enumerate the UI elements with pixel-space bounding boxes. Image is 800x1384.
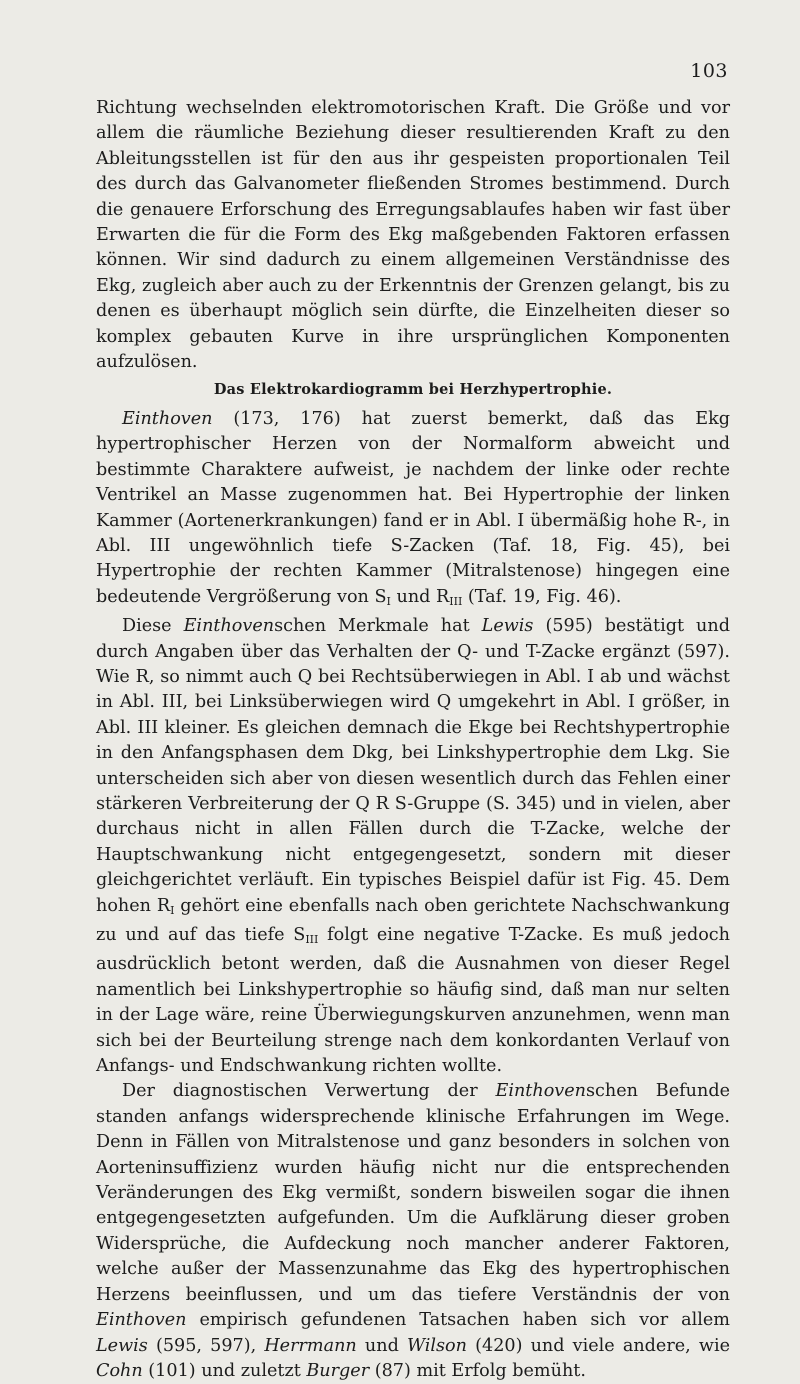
subscript: I <box>386 594 391 608</box>
author-name: Lewis <box>96 1335 148 1356</box>
text-run: (173, 176) hat zuerst bemerkt, daß das Ekg hypertrophischer Herzen von der Normalform abweicht und bestimmte Charaktere aufweist, je nachdem der linke oder rechte Ventrikel an Masse zugenommen hat. Bei Hypertrophie der linken Kammer (Aortenerkrankungen) fand er in Abl. I übermäßig hohe R-, in Abl. III ungewöhnlich tiefe S-Zacken (Taf. 18, Fig. 45), bei Hypertrophie der rechten Kammer (Mitralstenose) hingegen eine bedeutende Vergrößerung von S <box>96 408 730 607</box>
text-run: (595, 597), <box>147 1335 265 1356</box>
paragraph-3 <box>96 614 730 1079</box>
author-name: Lewis <box>481 616 534 637</box>
text-run: (595) bestätigt und durch Angaben über das Verhalten der Q- und T-Zacke ergänzt (597). Wie R, so nimmt auch Q bei Rechtsüberwiegen in Abl. I ab und wächst in Abl. III, bei Linksüberwiegen wird Q umgekehrt in Abl. I größer, in Abl. III kleiner. Es gleichen demnach die Ekge bei Rechtshypertrophie in den Anfangsphasen dem Dkg, bei Linkshypertrophie dem Lkg. Sie unterscheiden sich aber von diesen wesentlich durch das Fehlen einer stärkeren Verbreiterung der Q R S-Gruppe (S. 345) und in vielen, aber durchaus nicht in allen Fällen durch die T-Zacke, welche der Hauptschwankung nicht entgegengesetzt, sondern mit dieser gleichgerichtet verläuft. Ein typisches Beispiel dafür ist Fig. 45. Dem hohen R <box>96 616 730 916</box>
paragraph-1: Richtung wechselnden elektromotorischen Kraft. Die Größe und vor allem die räumliche Beziehung dieser resultierenden Kraft zu den Ableitungsstellen ist für den aus ihr gespeisten proportionalen Teil des durch das Galvanometer fließenden Stromes bestimmend. Durch die genauere Erforschung des Erregungsablaufes haben wir fast über Erwarten die für die Form des Ekg maßgebenden Faktoren erfassen können. Wir sind dadurch zu einem allgemeinen Verständnisse des Ekg, zugleich aber auch zu der Erkenntnis der Grenzen gelangt, bis zu denen es überhaupt möglich sein dürfte, die Einzelheiten dieser so komplex gebauten Kurve in ihre ursprünglichen Komponenten aufzulösen. <box>96 98 730 373</box>
author-name: Burger <box>306 1360 370 1381</box>
subscript: III <box>449 594 463 608</box>
author-name: Einthoven <box>183 616 275 637</box>
text-run: folgt eine negative T-Zacke. Es muß jedoch ausdrücklich betont werden, daß die Ausnahmen von dieser Regel namentlich bei Linkshypertrophie so häufig sind, daß man nur selten in der Lage wäre, reine Überwiegungskurven anzunehmen, wenn man sich bei der Beurteilung strenge nach dem konkordanten Verlauf von Anfangs- und Endschwankung richten wollte. <box>96 925 730 1077</box>
text-run: und R <box>390 586 450 607</box>
text-run: schen Merkmale hat <box>274 616 482 637</box>
text-run: (101) und zuletzt <box>142 1360 307 1381</box>
author-name: Einthoven <box>96 1310 187 1331</box>
text-run: (87) mit Erfolg bemüht. <box>369 1360 586 1381</box>
text-run: schen Befunde standen anfangs widersprechende klinische Erfahrungen im Wege. Denn in Fällen von Mitralstenose und ganz besonders in solchen von Aorteninsuffizienz wurden häufig nicht nur die entsprechenden Veränderungen des Ekg vermißt, sondern bisweilen sogar die ihnen entgegengesetzten aufgefunden. Um die Aufklärung dieser groben Widersprüche, die Aufdeckung noch mancher anderer Faktoren, welche außer der Massenzunahme das Ekg des hypertrophischen Herzens beeinflussen, und um das tiefere Verständnis der von <box>96 1081 730 1305</box>
author-name: Cohn <box>96 1360 143 1381</box>
subscript: I <box>170 903 175 917</box>
text-run: Diese <box>122 616 184 637</box>
paragraph-4 <box>96 1079 730 1384</box>
text-run: (Taf. 19, Fig. 46). <box>462 586 622 607</box>
author-name: Wilson <box>407 1335 467 1356</box>
subscript: III <box>305 933 319 946</box>
author-name: Einthoven <box>122 408 213 429</box>
text-run: und <box>356 1335 407 1356</box>
text-run: (420) und viele andere, wie <box>466 1335 730 1356</box>
page-number: 103 <box>690 60 728 82</box>
text-run: Der diagnostischen Verwertung der <box>122 1081 496 1102</box>
body-text <box>96 96 730 1384</box>
paragraph-2 <box>96 407 730 614</box>
text-run: gehört eine ebenfalls nach oben gerichtete Nachschwankung zu und auf das tiefe S <box>96 895 730 945</box>
author-name: Herrmann <box>264 1335 357 1356</box>
author-name: Einthoven <box>495 1081 586 1102</box>
text-run: empirisch gefundenen Tatsachen haben sich vor allem <box>186 1310 730 1331</box>
section-heading: Das Elektrokardiogramm bei Herzhypertrophie. <box>213 381 613 399</box>
